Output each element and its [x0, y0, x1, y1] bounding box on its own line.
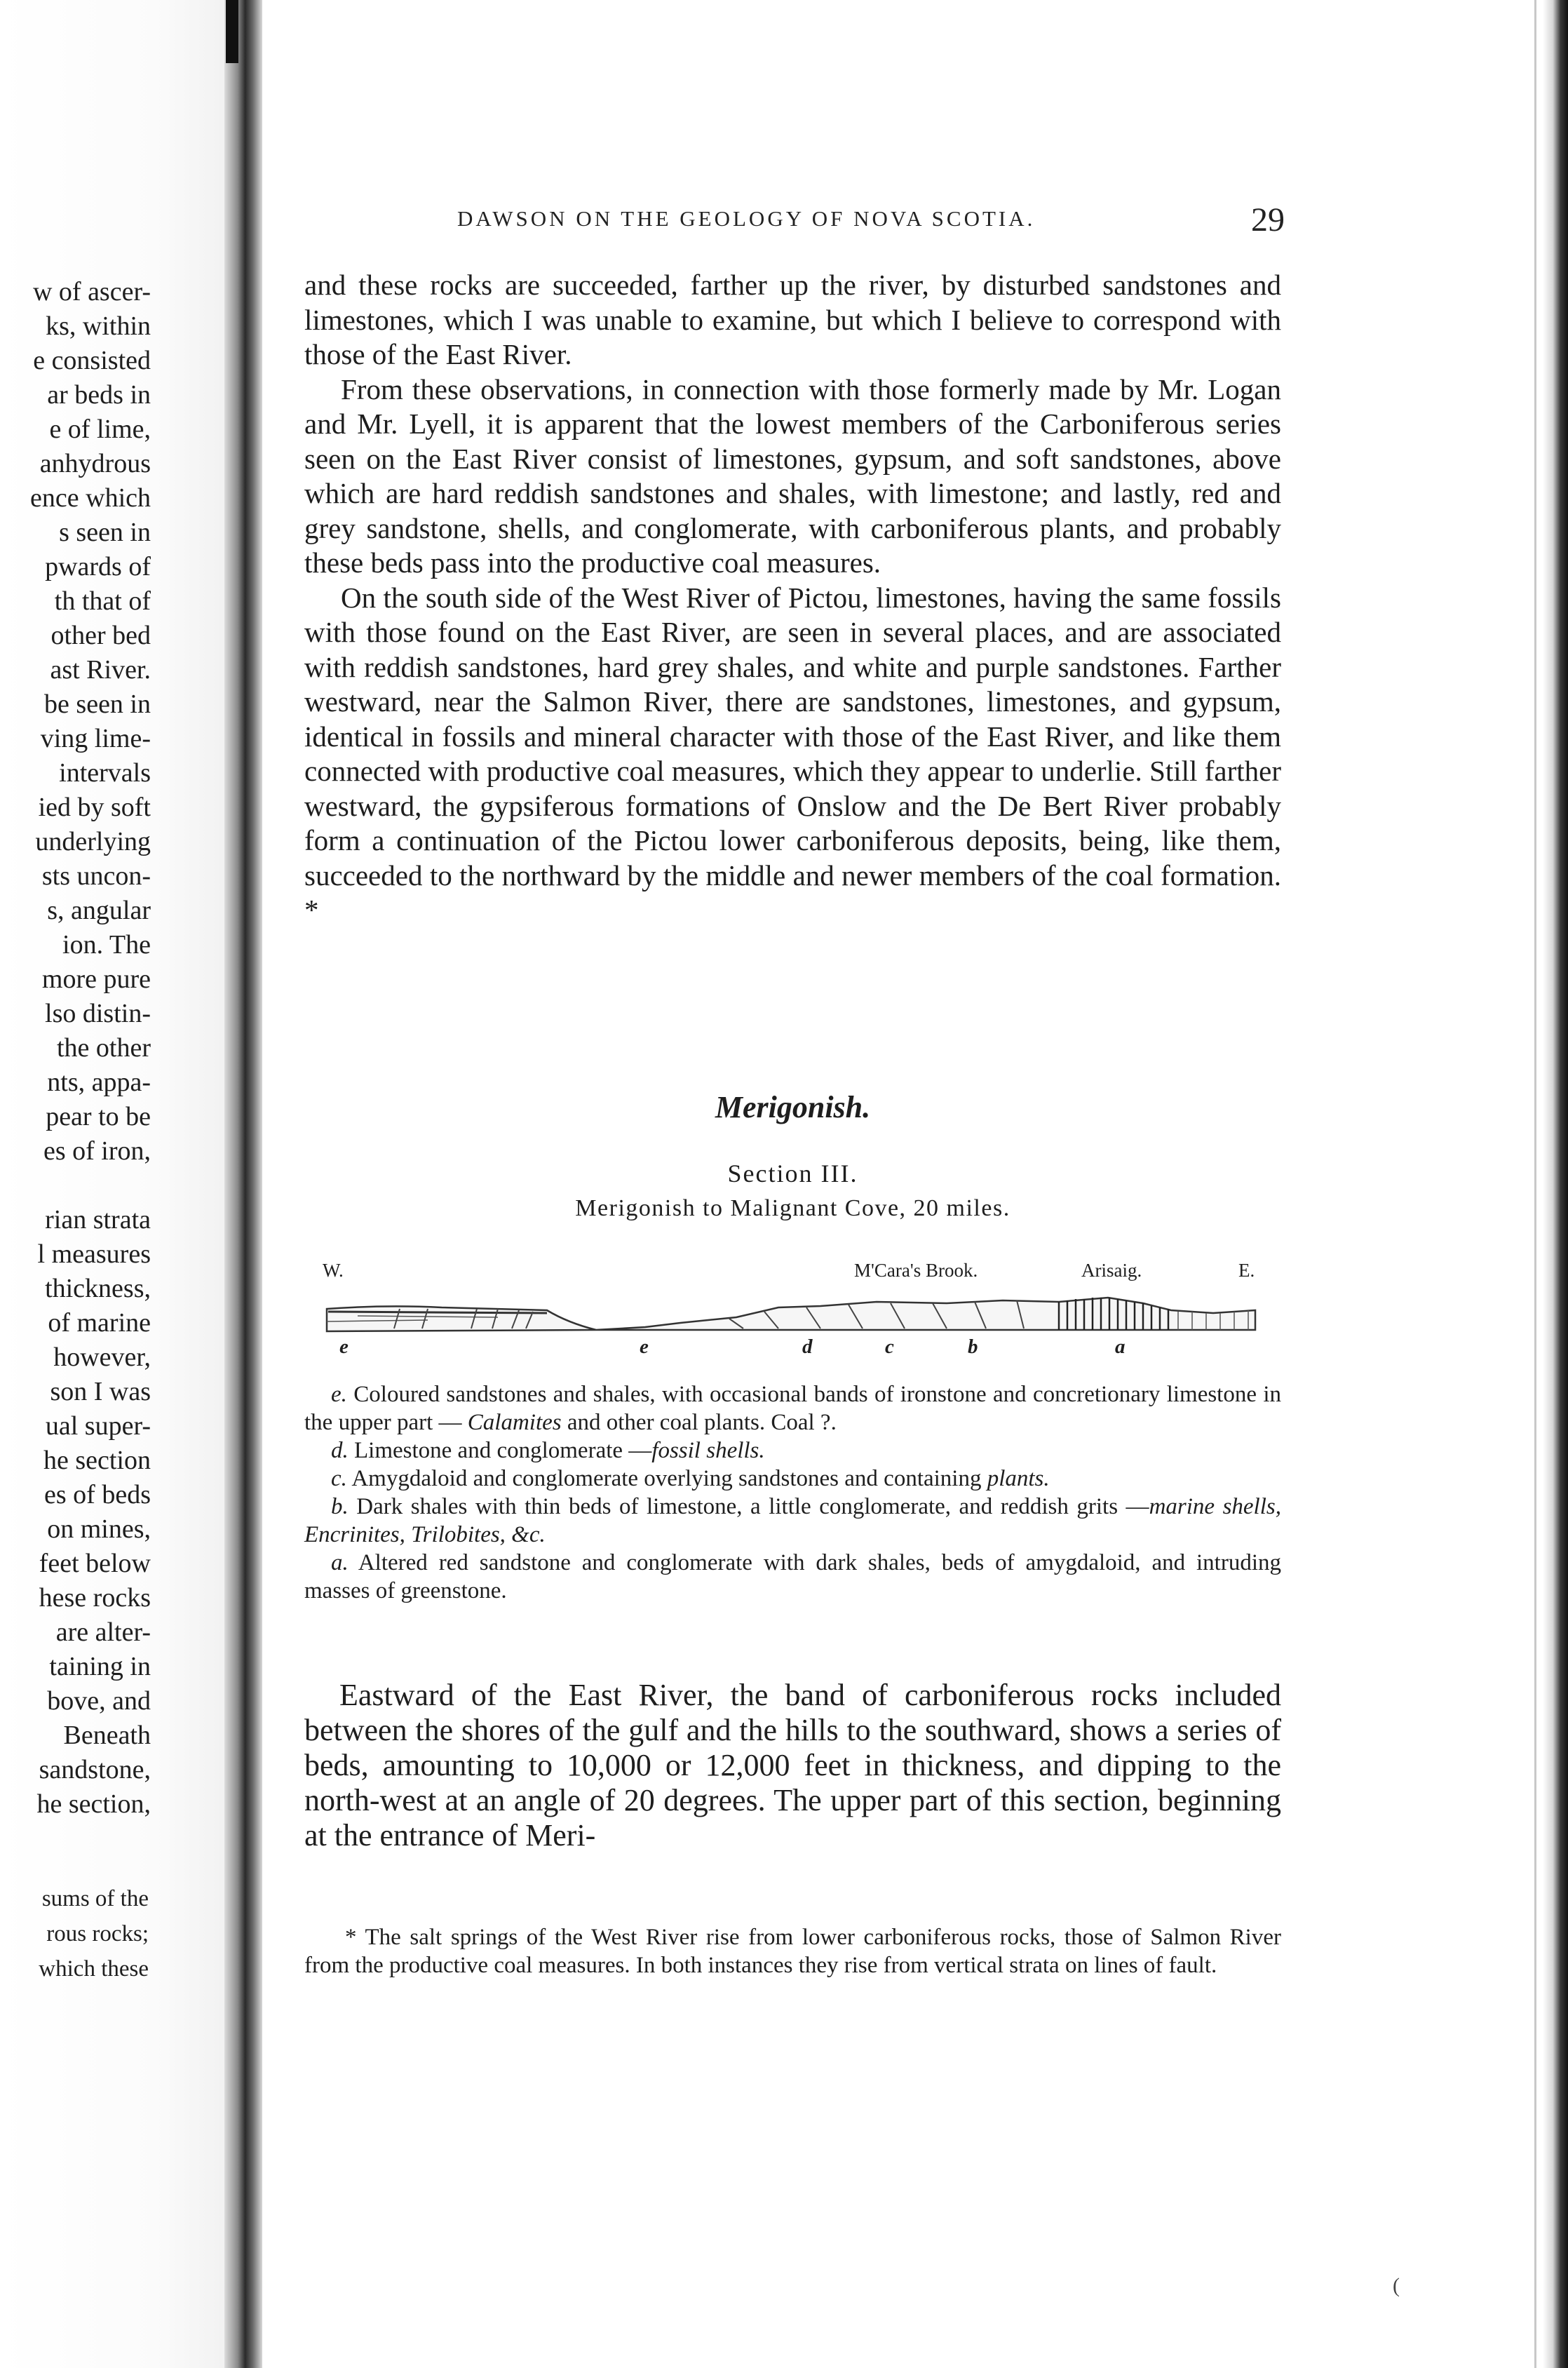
- left-page-line: ving lime-: [40, 724, 151, 753]
- left-page-line: [0, 1169, 151, 1203]
- left-page-line: bove, and: [47, 1686, 151, 1716]
- legend-key-d: d.: [331, 1438, 349, 1463]
- legend-text-c: Amygdaloid and conglomerate overlying sandstones and containing: [351, 1466, 982, 1491]
- legend-item-e: [304, 1380, 1281, 1437]
- left-page-note-line: sums of the: [41, 1886, 149, 1911]
- label-e-middle: e: [640, 1336, 649, 1358]
- left-page-line: sts uncon-: [41, 861, 151, 891]
- left-page-line: ied by soft: [38, 793, 151, 822]
- left-page-line: l measures: [37, 1239, 151, 1269]
- paragraph-1: and these rocks are succeeded, farther up the river, by disturbed sandstones and limestones, which I was unable to examine, but which I believe to correspond with those of the East River.: [304, 269, 1281, 370]
- legend-key-e: e.: [331, 1382, 347, 1407]
- paragraph-2: From these observations, in connection with those formerly made by Mr. Logan and Mr. Lyell, it is apparent that the lowest members of the Carboniferous series seen on the East River consist of limestones, gypsum, and soft sandstones, above which are hard reddish sandstones and shales, with limestone; and lastly, red and grey sandstone, shells, and conglomerate, with carboniferous plants, and probably these beds pass into the productive coal measures.: [304, 372, 1281, 579]
- legend-after-e: and other coal plants. Coal ?.: [567, 1410, 837, 1435]
- left-page-line: ual super-: [45, 1411, 151, 1441]
- left-page-note-line: which these: [39, 1956, 149, 1982]
- legend-item-a: [304, 1549, 1281, 1605]
- left-page-line: th that of: [54, 586, 151, 616]
- page-edge-line: [1534, 0, 1536, 2368]
- left-page-line: anhydrous: [39, 449, 151, 478]
- left-page-text: [0, 275, 151, 1822]
- left-page-line: s seen in: [59, 518, 151, 547]
- left-facing-page: [0, 0, 224, 2368]
- page-header: [457, 201, 1285, 248]
- footnote: [304, 1923, 1281, 1979]
- left-page-line: the other: [56, 1033, 151, 1063]
- section-profile-drawing: [316, 1289, 1276, 1345]
- left-page-line: es of beds: [44, 1480, 151, 1509]
- left-page-line: e of lime,: [49, 415, 151, 444]
- legend-key-a: a.: [331, 1550, 349, 1575]
- paragraph-4: Eastward of the East River, the band of carboniferous rocks included between the shores of the gulf and the hills to the southward, shows a series of beds, amounting to 10,000 or 12,000 feet in thickness, and dipping to the north-west at an angle of 20 degrees. The upper part of this section, beginning at the entrance of Meri-: [304, 1678, 1281, 1852]
- east-label: E.: [1238, 1260, 1255, 1281]
- left-page-line: be seen in: [44, 689, 151, 719]
- page-number: 29: [1251, 201, 1285, 238]
- paragraph-3: On the south side of the West River of Pictou, limestones, having the same fossils with those found on the East River, are seen in several places, and are associated with reddish sandstones, hard grey shales, and white and purple sandstones. Farther westward, near the Salmon River, there are sandstones, limestones, and gypsum, identical in fossils and mineral character with those of the East River, and like them connected with productive coal measures, which they appear to underlie. Still farther westward, the gypsiferous formations of Onslow and the De Bert River probably form a continuation of the Pictou lower carboniferous deposits, being, like them, succeeded to the northward by the middle and newer members of the coal formation. *: [304, 581, 1281, 926]
- label-b: b: [968, 1336, 978, 1358]
- legend-item-b: [304, 1493, 1281, 1549]
- label-e-west: e: [339, 1336, 349, 1358]
- left-page-line: thickness,: [45, 1274, 151, 1303]
- left-page-line: sandstone,: [39, 1755, 151, 1784]
- gutter-shadow: [226, 0, 238, 63]
- left-page-line: hese rocks: [39, 1583, 151, 1613]
- section-description: Merigonish to Malignant Cove, 20 miles.: [575, 1195, 1011, 1221]
- mccaras-brook-label: M'Cara's Brook.: [854, 1260, 978, 1281]
- footnote-text: * The salt springs of the West River rise from lower carboniferous rocks, those of Salmon River from the productive coal measures. In both instances they rise from vertical strata on lines of fault.: [304, 1925, 1281, 1978]
- left-page-line: feet below: [39, 1549, 151, 1578]
- left-page-line: pwards of: [45, 552, 151, 581]
- legend-text-d: Limestone and conglomerate —: [354, 1438, 652, 1463]
- left-page-line: taining in: [49, 1652, 151, 1681]
- running-head: DAWSON ON THE GEOLOGY OF NOVA SCOTIA.: [457, 206, 1036, 231]
- left-page-line: es of iron,: [43, 1136, 151, 1166]
- left-page-line: intervals: [59, 758, 151, 788]
- left-page-line: he section,: [36, 1789, 151, 1819]
- left-page-line: pear to be: [46, 1102, 151, 1131]
- left-page-line: of marine: [48, 1308, 151, 1338]
- book-gutter: [224, 0, 262, 2368]
- left-page-line: w of ascer-: [32, 277, 151, 307]
- arisaig-label: Arisaig.: [1081, 1260, 1142, 1281]
- left-page-line: ion. The: [62, 930, 151, 960]
- west-label: W.: [323, 1260, 344, 1281]
- left-page-line: nts, appa-: [47, 1068, 151, 1097]
- left-page-line: ar beds in: [47, 380, 151, 410]
- left-page-line: e consisted: [33, 346, 151, 375]
- section-heading: Merigonish.: [715, 1090, 871, 1124]
- continuation-text: [304, 1678, 1281, 1853]
- label-a: a: [1115, 1336, 1126, 1358]
- left-page-line: other bed: [50, 621, 151, 650]
- legend-italic-c: plants.: [987, 1466, 1050, 1491]
- left-page-line: on mines,: [47, 1514, 151, 1544]
- left-page-line: ast River.: [50, 655, 151, 685]
- legend-italic-d: fossil shells.: [651, 1438, 765, 1463]
- left-page-line: lso distin-: [45, 999, 151, 1028]
- section-number: Section III.: [727, 1159, 858, 1188]
- left-page-line: however,: [53, 1343, 151, 1372]
- left-page-line: more pure: [41, 964, 151, 994]
- left-page-line: rian strata: [45, 1205, 151, 1235]
- legend-text-e: Coloured sandstones and shales, with occasional bands of ironstone and concretionary limestone in the upper part —: [304, 1382, 1282, 1435]
- left-page-line: he section: [43, 1446, 151, 1475]
- left-page-line: Beneath: [63, 1721, 151, 1750]
- geological-section-diagram: [316, 1250, 1276, 1369]
- left-page-line: ence which: [30, 483, 151, 513]
- margin-mark: (: [1393, 2274, 1400, 2297]
- legend-text-b: Dark shales with thin beds of limestone, a little conglomerate, and reddish grits —: [356, 1494, 1149, 1519]
- right-page-edge: [1543, 0, 1568, 2368]
- left-page-footnote: [0, 1881, 149, 1986]
- legend-key-c: c.: [331, 1466, 347, 1491]
- main-body-text: [304, 268, 1281, 928]
- left-page-note-line: rous rocks;: [46, 1921, 149, 1946]
- legend-item-d: [304, 1437, 1281, 1465]
- left-page-line: ks, within: [46, 311, 151, 341]
- legend-text-a: Altered red sandstone and conglomerate with dark shales, beds of amygdaloid, and intruding masses of greenstone.: [304, 1550, 1281, 1603]
- legend-key-b: b.: [331, 1494, 349, 1519]
- left-page-line: son I was: [50, 1377, 151, 1406]
- left-page-line: s, angular: [47, 896, 151, 925]
- legend-item-c: [304, 1465, 1281, 1493]
- left-page-line: underlying: [35, 827, 151, 856]
- legend-italic-e: Calamites: [467, 1410, 562, 1435]
- legend-italic-b: marine shells, Encrinites, Trilobites, &c.: [304, 1494, 1281, 1547]
- label-c: c: [885, 1336, 894, 1358]
- left-page-line: are alter-: [55, 1617, 151, 1647]
- label-d: d: [802, 1336, 813, 1358]
- diagram-legend: [304, 1380, 1281, 1605]
